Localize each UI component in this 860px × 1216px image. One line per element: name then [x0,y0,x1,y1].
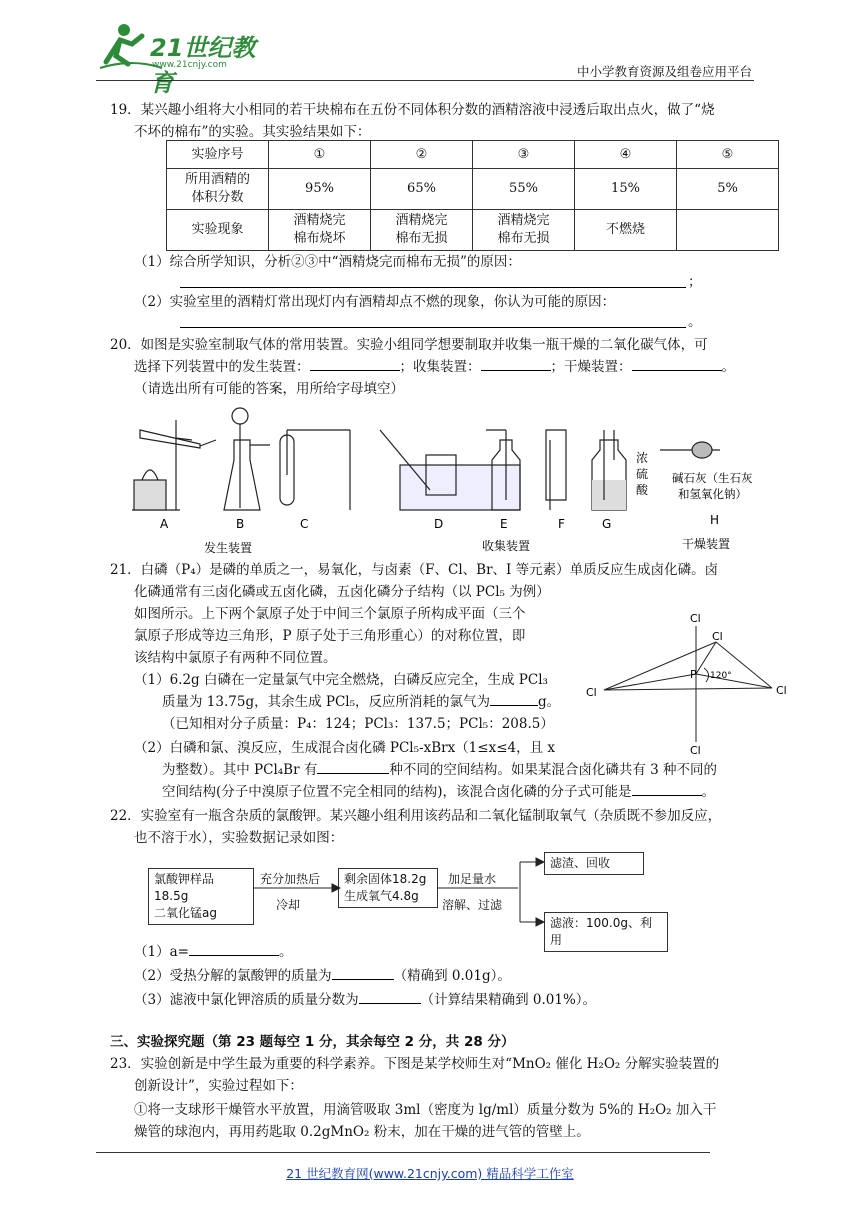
cell-line: 棉布无损 [395,231,448,246]
q21-line2: 化磷通常有三卤化磷或五卤化磷，五卤化磷分子结构（以 PCl₅ 为例） [134,584,550,600]
flow-arrow1-top: 充分加热后 [260,872,321,886]
header-platform-text: 中小学教育资源及组卷应用平台 [576,64,752,79]
logo-text: 21世纪教育 [150,34,256,97]
q22-text: （计算结果精确到 0.01%）。 [420,992,597,1008]
group-label-drying: 干燥装置 [682,537,731,551]
q21-line4: 氯原子形成等边三角形，P 原子处于三角形重心）的对称位置，即 [134,628,526,644]
table-cell: 95% [269,169,371,210]
q20-apparatus-figure [120,400,780,560]
q20-text: 选择下列装置中的发生装置： [134,359,310,375]
apparatus-label-e: E [500,517,508,531]
answer-blank[interactable] [481,356,551,371]
answer-blank[interactable] [490,691,538,706]
answer-blank[interactable] [332,965,394,980]
cell-line: 酒精烧完 [293,213,346,228]
q22-text: （2）受热分解的氯酸钾的质量为 [134,968,332,984]
q20-line1: 20．如图是实验室制取气体的常用装置。实验小组同学想要制取并收集一瓶干燥的二氧化碳气体，可 [110,337,708,353]
table-cell: 不燃烧 [575,210,677,251]
flow-text: 生成氧气4.8g [344,889,419,903]
q23-line1: 23．实验创新是中学生最为重要的科学素养。下图是某学校师生对“MnO₂ 催化 H₂O₂ 分解实验装置的 [110,1056,720,1072]
pcl5-structure-figure [580,612,800,762]
q20-line3: （请选出所有可能的答案，用所给字母填空） [134,381,404,397]
q22-text: 。 [278,944,293,960]
acid-label-2: 硫 [636,467,649,481]
cl-atom-bottom: Cl [690,744,701,757]
q19-sub1-end: ； [688,274,702,290]
q19-results-table [166,140,779,251]
answer-blank[interactable] [180,287,686,288]
cell-line: 体积分数 [191,190,244,205]
flow-arrow2-top: 加足量水 [448,872,497,886]
q20-text: ；收集装置： [399,359,481,375]
acid-label-3: 酸 [636,483,649,497]
q22-line2: 也不溶于水），实验数据记录如图： [134,830,344,846]
cell-line: 酒精烧完 [497,213,550,228]
logo-url: www.21cnjy.com [152,60,227,70]
section3-title: 三、实验探究题（第 23 题每空 1 分，其余每空 2 分，共 28 分） [110,1034,515,1050]
lime-label-a: 碱石灰（生石灰 [672,471,753,485]
table-cell: ① [269,141,371,169]
cell-line: 酒精烧完 [395,213,448,228]
q22-line1: 22．实验室有一瓶含杂质的氯酸钾。某兴趣小组利用该药品和二氧化锰制取氧气（杂质既不参加反应， [110,808,722,824]
flow-text: 二氧化锰ag [154,906,217,920]
q23-line3: ①将一支球形干燥管水平放置，用滴管吸取 3ml（密度为 lg/ml）质量分数为 5%的 H₂O₂ 加入干 [134,1102,717,1118]
q20-text: ；干燥装置： [550,359,632,375]
apparatus-label-g: G [602,517,612,531]
flow-box-filtrate: 滤液：100.0g、利用 [544,912,668,952]
answer-blank[interactable] [189,941,279,956]
table-cell [167,169,269,210]
q21-sub2-c [162,780,715,804]
q22-sub1 [134,940,292,964]
q23-line2: 创新设计”，实验过程如下： [134,1078,303,1094]
group-label-generation: 发生装置 [204,541,253,555]
q19-sub2-end: 。 [688,314,702,330]
answer-blank[interactable] [632,781,702,796]
q21-line1: 21．白磷（P₄）是磷的单质之一，易氧化，与卤素（F、Cl、Br、I 等元素）单质反应生成卤化磷。卤 [110,562,719,578]
flow-arrow2-bottom: 溶解、过滤 [442,898,503,912]
flow-box-filter-residue: 滤渣、回收 [544,852,644,875]
q20-line2 [134,355,735,379]
footer-link[interactable]: 21 世纪教育网(www.21cnjy.com) 精品科学工作室 [286,1166,574,1181]
q21-text: 。 [701,784,716,800]
table-cell [473,210,575,251]
flow-text: 剩余固体18.2g [344,872,427,886]
table-cell: ③ [473,141,575,169]
flow-arrow1-bottom: 冷却 [276,898,301,912]
table-cell: 55% [473,169,575,210]
apparatus-label-c: C [300,517,309,531]
answer-blank[interactable] [359,989,421,1004]
group-label-collection: 收集装置 [482,539,531,553]
q22-text: （精确到 0.01g）。 [393,968,511,984]
table-cell [269,210,371,251]
apparatus-label-h: H [710,513,720,527]
table-cell: ⑤ [677,141,779,169]
cl-atom-back: Cl [712,630,723,643]
cl-atom-right: Cl [776,684,787,697]
table-cell: 5% [677,169,779,210]
answer-blank[interactable] [317,759,389,774]
table-cell [677,210,779,251]
answer-blank[interactable] [180,327,686,328]
apparatus-label-d: D [434,517,444,531]
q19-sub2: （2）实验室里的酒精灯常出现灯内有酒精却点不燃的现象，你认为可能的原因： [134,294,616,310]
q21-sub1-c: （已知相对分子质量：P₄：124；PCl₃：137.5；PCl₅：208.5） [162,716,554,732]
angle-label: 120° [710,671,732,681]
q21-text: 为整数）。其中 PCl₄Br 有 [162,762,318,778]
q21-text: 质量为 13.75g，其余生成 PCl₅，反应所消耗的氯气为 [162,694,491,710]
q19-sub1: （1）综合所学知识，分析②③中“酒精烧完而棉布无损”的原因： [134,254,521,270]
q22-sub3 [134,988,596,1012]
q21-line3: 如图所示。上下两个氯原子处于中间三个氯原子所构成平面（三个 [134,606,526,622]
table-cell: 实验现象 [167,210,269,251]
p-atom: P [690,668,697,681]
q21-text: g。 [538,694,561,710]
q21-sub1-a: （1）6.2g 白磷在一定量氯气中完全燃烧，白磷反应完全，生成 PCl₃ [134,672,548,688]
table-cell: 15% [575,169,677,210]
q19-line2: 不坏的棉布”的实验。其实验结果如下： [134,124,371,140]
cl-atom-left: Cl [586,686,597,699]
table-cell: 65% [371,169,473,210]
apparatus-label-f: F [558,517,565,531]
flow-arrows [250,850,550,940]
table-cell [371,210,473,251]
cell-line: 棉布无损 [497,231,550,246]
flow-text: 氯酸钾样品18.5g [154,872,215,903]
lime-label-b: 和氢氧化钠） [678,487,747,501]
cell-line: 所用酒精的 [184,172,250,187]
cell-line: 棉布烧坏 [293,231,346,246]
q22-text: （1）a= [134,944,189,960]
header-divider [96,80,754,81]
q19-line1: 19．某兴趣小组将大小相同的若干块棉布在五份不同体积分数的酒精溶液中浸透后取出点火，做了“烧 [110,102,715,118]
flow-box-sample [148,868,254,925]
answer-blank[interactable] [310,356,400,371]
answer-blank[interactable] [632,356,722,371]
q21-text: 种不同的空间结构。如果某混合卤化磷共有 3 种不同的 [389,762,718,778]
acid-label-1: 浓 [636,451,649,465]
footer-divider [96,1152,710,1153]
apparatus-label-b: B [236,517,245,531]
q20-text: 。 [721,359,735,375]
q21-text: 空间结构(分子中溴原子位置不完全相同的结构)，该混合卤化磷的分子式可能是 [162,784,632,800]
table-cell: 实验序号 [167,141,269,169]
q22-text: （3）滤液中氯化钾溶质的质量分数为 [134,992,359,1008]
table-cell: ④ [575,141,677,169]
q22-sub2 [134,964,511,988]
apparatus-label-a: A [160,517,169,531]
q23-line4: 燥管的球泡内，再用药匙取 0.2gMnO₂ 粉末，加在干燥的进气管的管壁上。 [134,1124,590,1140]
q21-sub2-a: （2）白磷和氯、溴反应，生成混合卤化磷 PCl₅-xBrx（1≤x≤4，且 x [134,740,556,756]
q21-line5: 该结构中氯原子有两种不同位置。 [134,650,337,666]
q21-sub1-b [162,690,560,714]
site-logo [92,18,262,97]
table-cell: ② [371,141,473,169]
cl-atom-top: Cl [690,612,701,625]
